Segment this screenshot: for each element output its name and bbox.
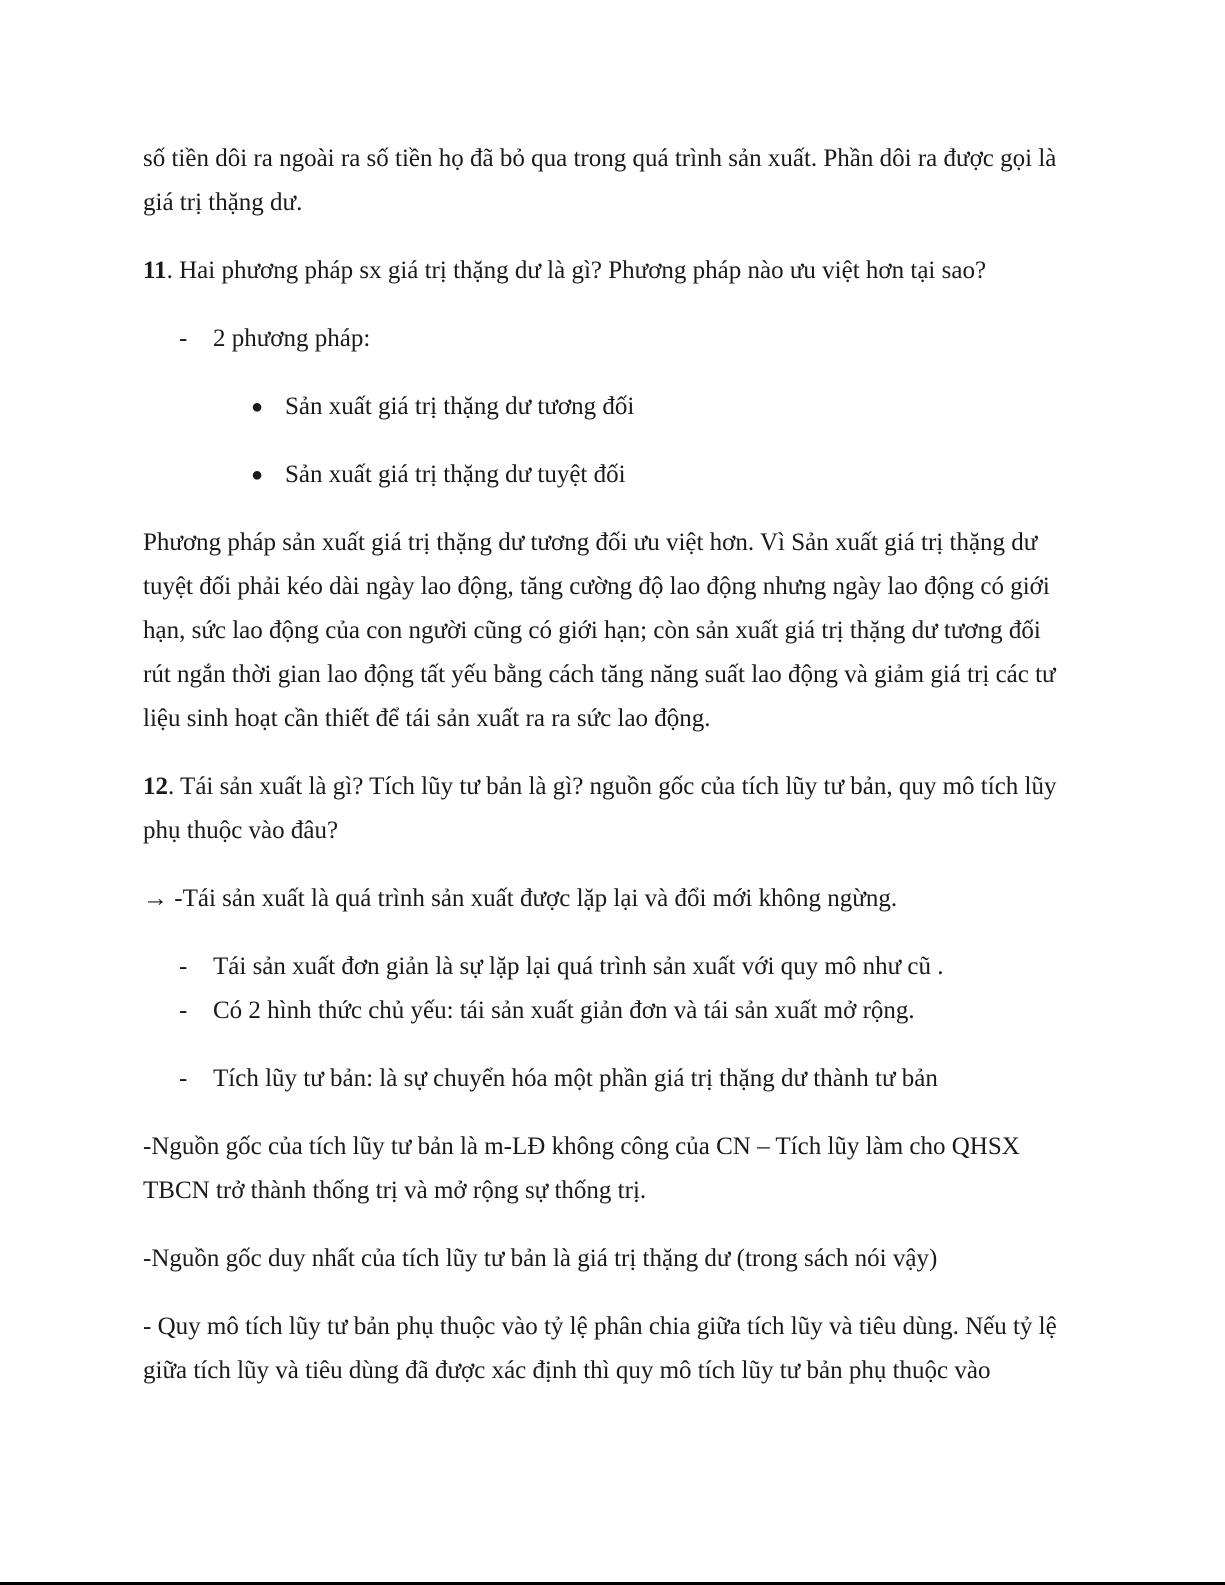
dash-marker: - — [179, 953, 188, 980]
dash-item-text: Tích lũy tư bản: là sự chuyển hóa một phần giá trị thặng dư thành tư bản — [213, 1065, 938, 1092]
dash-item-text: Có 2 hình thức chủ yếu: tái sản xuất giản đơn và tái sản xuất mở rộng. — [213, 997, 915, 1024]
question-11-number: 11 — [143, 257, 167, 284]
method-1-text: Sản xuất giá trị thặng dư tương đối — [285, 393, 635, 420]
paragraph-surplus-value-definition: số tiền dôi ra ngoài ra số tiền họ đã bỏ qua trong quá trình sản xuất. Phần dôi ra được gọi là giá trị thặng dư. — [143, 145, 1057, 216]
dash-item-text: Tái sản xuất đơn giản là sự lặp lại quá trình sản xuất với quy mô như cũ . — [213, 953, 944, 980]
document-body — [143, 137, 1073, 1393]
dash-item-simple-reproduction — [143, 945, 1073, 989]
question-12-number: 12 — [143, 773, 168, 800]
dash-marker: - — [179, 997, 188, 1024]
method-2-item — [143, 453, 1073, 497]
paragraph-methods-comparison: Phương pháp sản xuất giá trị thặng dư tương đối ưu việt hơn. Vì Sản xuất giá trị thặng dư tuyệt đối phải kéo dài ngày lao động, tăng cường độ lao động nhưng ngày lao động có giới hạn, sức lao động của con người cũng có giới hạn; còn sản xuất giá trị thặng dư tương đối rút ngắn thời gian lao động tất yếu bằng cách tăng năng suất lao động và giảm giá trị các tư liệu sinh hoạt cần thiết để tái sản xuất ra ra sức lao động. — [143, 529, 1056, 732]
bullet-icon: ● — [251, 464, 264, 486]
dash-marker: - — [179, 1065, 188, 1092]
dash-item-two-forms — [143, 989, 1073, 1033]
bullet-icon: ● — [251, 396, 264, 418]
question-11-text: . Hai phương pháp sx giá trị thặng dư là gì? Phương pháp nào ưu việt hơn tại sao? — [166, 257, 987, 284]
question-12 — [143, 765, 1073, 853]
method-1-item — [143, 385, 1073, 429]
dash-item-capital-accumulation — [143, 1057, 1073, 1101]
paragraph-origin-1: -Nguồn gốc của tích lũy tư bản là m-LĐ không công của CN – Tích lũy làm cho QHSX TBCN trở thành thống trị và mở rộng sự thống trị. — [143, 1133, 1020, 1204]
paragraph-origin-2: -Nguồn gốc duy nhất của tích lũy tư bản là giá trị thặng dư (trong sách nói vậy) — [143, 1245, 938, 1272]
dash-marker: - — [179, 325, 188, 352]
reproduction-definition: → -Tái sản xuất là quá trình sản xuất được lặp lại và đổi mới không ngừng. — [143, 885, 898, 912]
methods-intro-text: 2 phương pháp: — [213, 325, 371, 352]
method-2-text: Sản xuất giá trị thặng dư tuyệt đối — [285, 461, 626, 488]
paragraph-accumulation-scale: - Quy mô tích lũy tư bản phụ thuộc vào tỷ lệ phân chia giữa tích lũy và tiêu dùng. Nếu tỷ lệ giữa tích lũy và tiêu dùng đã được xác định thì quy mô tích lũy tư bản phụ thuộc vào — [143, 1313, 1057, 1384]
question-12-text: . Tái sản xuất là gì? Tích lũy tư bản là gì? nguồn gốc của tích lũy tư bản, quy mô tích lũy phụ thuộc vào đâu? — [143, 773, 1057, 844]
methods-intro-item — [143, 317, 1073, 361]
question-11 — [143, 249, 1073, 293]
